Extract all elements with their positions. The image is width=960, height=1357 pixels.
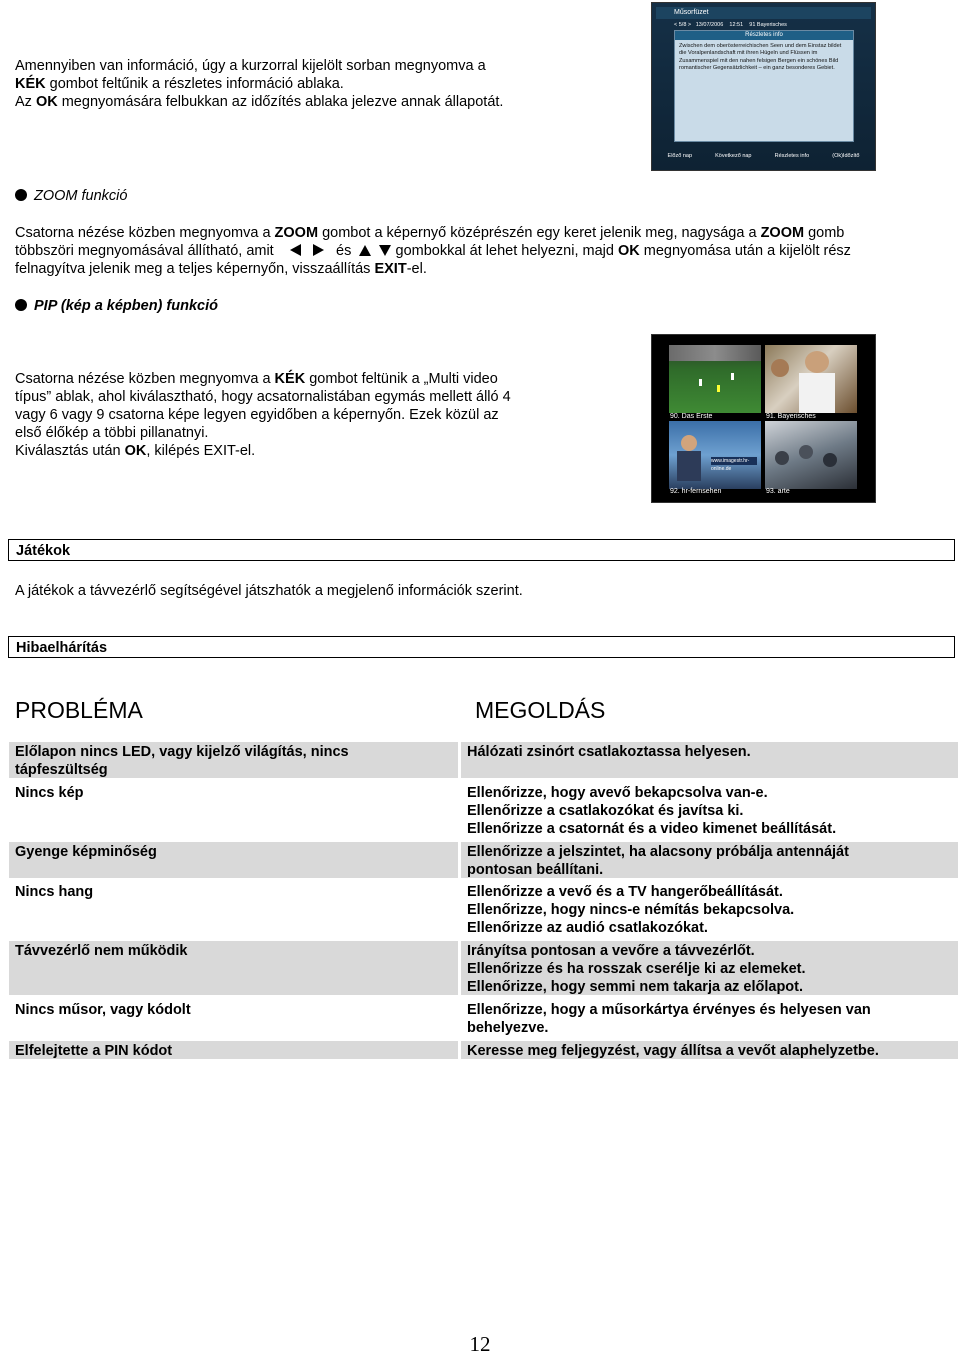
- solution-cell: [461, 742, 958, 778]
- kek-keyword: KÉK: [274, 371, 306, 387]
- problem-cell: [9, 783, 458, 837]
- epg-title-bar: Műsorfüzet: [656, 7, 871, 19]
- problem-line: Előlapon nincs LED, vagy kijelző világítás, nincs: [15, 744, 349, 760]
- zoom-text-3: gomb: [804, 225, 845, 241]
- intro-line-1: Amennyiben van információ, úgy a kurzorral kijelölt sorban megnyomva a: [15, 58, 486, 74]
- trouble-section-header: [8, 636, 955, 658]
- zoom-line-2: [15, 242, 950, 260]
- solution-cell: [461, 842, 958, 878]
- solution-cell: [461, 783, 958, 837]
- solution-line: Keresse meg feljegyzést, vagy állítsa a vevőt alaphelyzetbe.: [467, 1043, 879, 1059]
- zoom-text-8: -el.: [406, 261, 427, 277]
- problem-line: Nincs hang: [15, 884, 94, 900]
- zoom-text-1: Csatorna nézése közben megnyomva a: [15, 225, 275, 241]
- pip-line-1: [15, 370, 635, 388]
- zoom-text-7: felnagyítva jelenik meg a teljes képernyőn, visszaállítás: [15, 261, 375, 277]
- problem-cell: [9, 1000, 458, 1036]
- pip-line-3: vagy 6 vagy 9 csatorna képe legyen egyidőben a képernyőn. Ezek közül az: [15, 407, 499, 423]
- solution-line: Ellenőrizze a vevő és a TV hangerőbeállítását.: [467, 884, 783, 900]
- solution-line: Irányítsa pontosan a vevőre a távvezérlőt.: [467, 943, 755, 959]
- epg-info-row: [674, 21, 864, 29]
- solution-line: Ellenőrizze a jelszintet, ha alacsony próbálja antennáját: [467, 844, 849, 860]
- multiview-label: 90. Das Erste: [670, 413, 713, 420]
- pip-line-4: első élőkép a többi pillanatnyi.: [15, 425, 209, 441]
- games-heading: Játékok: [16, 543, 71, 559]
- epg-channel: 91 Bayerisches: [749, 22, 787, 28]
- pip-text-1: Csatorna nézése közben megnyomva a: [15, 371, 275, 387]
- right-arrow-icon: [313, 244, 324, 256]
- exit-keyword: EXIT: [374, 261, 407, 277]
- problem-cell: [9, 941, 458, 995]
- down-arrow-icon: [379, 245, 391, 256]
- games-text: A játékok a távvezérlő segítségével játszhatók a megjelenő információk szerint.: [15, 583, 523, 599]
- solution-line: Ellenőrizze és ha rosszak cserélje ki az elemeket.: [467, 961, 806, 977]
- epg-popup-title: Részletes info: [675, 31, 853, 40]
- zoom-heading-text: ZOOM funkció: [34, 188, 128, 204]
- solution-line: Ellenőrizze az audió csatlakozókat.: [467, 920, 708, 936]
- multiview-studio: [669, 421, 761, 489]
- intro-line-3: [15, 93, 635, 111]
- ok-keyword: OK: [35, 94, 58, 110]
- zoom-text-5: gombokkal át lehet helyezni, majd: [395, 243, 618, 259]
- pip-text-5: Kiválasztás után: [15, 443, 125, 459]
- solution-line: pontosan beállítani.: [467, 862, 604, 878]
- solution-line: Ellenőrizze, hogy semmi nem takarja az előlapot.: [467, 979, 804, 995]
- epg-time: 12:51: [729, 22, 744, 28]
- zoom-keyword: ZOOM: [274, 225, 319, 241]
- trouble-heading: Hibaelhárítás: [16, 640, 108, 656]
- pip-heading-text: PIP (kép a képben) funkció: [34, 298, 218, 314]
- multiview-football: [669, 345, 761, 413]
- intro-paragraph: [15, 57, 635, 111]
- epg-popup-text: Zwischen dem oberösterreichischen Seen und dem Einstaz bildet die Voralpenlandschaft mit ihren Hügeln und Flüssen im Zusammenspiel mit den nahen felsigen Bergen ein schönes Bild romantischer Gegensätzlichkeit – ein ganz besonderes Gebiet.: [679, 43, 842, 72]
- problem-line: Nincs műsor, vagy kódolt: [15, 1002, 191, 1018]
- solution-line: Hálózati zsinórt csatlakoztassa helyesen.: [467, 744, 751, 760]
- ok-keyword: OK: [617, 243, 640, 259]
- zoom-line-3: [15, 260, 950, 278]
- intro-line-2: [15, 75, 635, 93]
- left-arrow-icon: [290, 244, 301, 256]
- solution-cell: [461, 941, 958, 995]
- pip-line-2: típus” ablak, ahol kiválasztható, hogy acsatornalistában egymás mellett álló 4: [15, 389, 511, 405]
- intro-line-2-text: gombot feltűnik a részletes információ ablaka.: [45, 76, 344, 92]
- epg-page: < 5/8 >: [674, 22, 692, 28]
- solution-line: Ellenőrizze, hogy nincs-e némítás bekapcsolva.: [467, 902, 795, 918]
- up-arrow-icon: [359, 245, 371, 256]
- zoom-line-1: [15, 224, 950, 242]
- multiview-label: 93. arte: [766, 488, 790, 495]
- pip-heading: [15, 298, 218, 314]
- zoom-text-6: megnyomása után a kijelölt rész: [639, 243, 851, 259]
- solution-line: Ellenőrizze, hogy avevő bekapcsolva van-e.: [467, 785, 768, 801]
- bullet-icon: [15, 189, 27, 201]
- problem-line: tápfeszültség: [15, 762, 108, 778]
- epg-footer-details: Részletes info: [774, 153, 810, 159]
- solution-line: Ellenőrizze a csatlakozókat és javítsa ki.: [467, 803, 744, 819]
- multiview-screenshot: [651, 334, 876, 503]
- solution-line: behelyezve.: [467, 1020, 549, 1036]
- epg-footer-next-day: Következő nap: [715, 153, 752, 159]
- problem-column-heading: PROBLÉMA: [15, 697, 143, 723]
- solution-cell: [461, 882, 958, 936]
- multiview-crowd: [765, 421, 857, 489]
- zoom-heading: [15, 188, 127, 204]
- solution-cell: [461, 1000, 958, 1036]
- solution-cell: [461, 1041, 958, 1059]
- epg-footer-prev-day: Előző nap: [667, 153, 693, 159]
- zoom-and: és: [336, 243, 352, 259]
- multiview-label: 91. Bayerisches: [766, 413, 816, 420]
- zoom-text-4: többszöri megnyomásával állítható, amit: [15, 243, 274, 259]
- problem-line: Távvezérlő nem működik: [15, 943, 188, 959]
- epg-date: 13/07/2006: [695, 22, 724, 28]
- problem-cell: [9, 842, 458, 878]
- problem-cell: [9, 742, 458, 778]
- solution-column-heading: MEGOLDÁS: [475, 697, 606, 723]
- multiview-cooking: [765, 345, 857, 413]
- problem-line: Nincs kép: [15, 785, 84, 801]
- problem-cell: [9, 882, 458, 936]
- epg-footer-timer: (Ok)Időzítő: [832, 153, 860, 159]
- solution-line: Ellenőrizze a csatornát és a video kimenet beállítását.: [467, 821, 837, 837]
- pip-line-5: [15, 442, 635, 460]
- problem-line: Elfelejtette a PIN kódot: [15, 1043, 173, 1059]
- pip-text-5b: , kilépés EXIT-el.: [146, 443, 256, 459]
- problem-line: Gyenge képminőség: [15, 844, 157, 860]
- zoom-text-2: gombot a képernyő középrészén egy keret jelenik meg, nagysága a: [318, 225, 761, 241]
- zoom-keyword: ZOOM: [760, 225, 805, 241]
- epg-screenshot: [651, 2, 876, 171]
- intro-line-3-pre: Az: [15, 94, 36, 110]
- problem-cell: [9, 1041, 458, 1059]
- multiview-banner: www.imagestr.hr-online.de: [711, 457, 757, 465]
- intro-line-3-text: megnyomására felbukkan az időzítés ablaka jelezve annak állapotát.: [57, 94, 504, 110]
- kek-keyword: KÉK: [15, 76, 46, 92]
- games-section-header: [8, 539, 955, 561]
- epg-detail-popup: [674, 30, 854, 142]
- bullet-icon: [15, 299, 27, 311]
- multiview-label: 92. hr-fernsehen: [670, 488, 722, 495]
- ok-keyword: OK: [124, 443, 147, 459]
- solution-line: Ellenőrizze, hogy a műsorkártya érvényes és helyesen van: [467, 1002, 871, 1018]
- epg-footer: [656, 146, 871, 166]
- pip-paragraph: [15, 370, 635, 460]
- zoom-paragraph: [15, 224, 950, 278]
- page-number: 12: [469, 1332, 491, 1356]
- pip-text-1b: gombot feltünik a „Multi video: [305, 371, 498, 387]
